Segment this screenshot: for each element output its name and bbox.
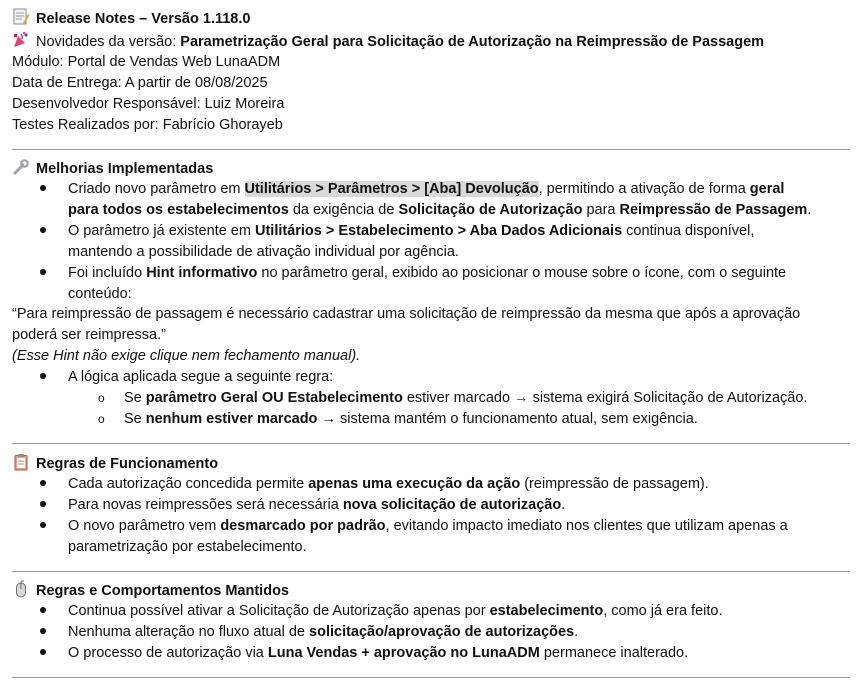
clipboard-icon	[12, 453, 30, 471]
regras-item-1: Cada autorização concedida permite apenas uma execução da ação (reimpressão de passagem).	[68, 476, 709, 492]
mantidos-title: Regras e Comportamentos Mantidos	[36, 583, 289, 599]
hint-quote-line-2: poderá ser reimpressa.”	[12, 327, 166, 343]
melhorias-item-2-line-2: mantendo a possibilidade de ativação individual por agência.	[68, 244, 459, 260]
release-title: Release Notes – Versão 1.118.0	[36, 11, 251, 27]
divider	[12, 443, 850, 444]
hint-quote-line-1: “Para reimpressão de passagem é necessário cadastrar uma solicitação de reimpressão da mesma que após a aprovação	[12, 306, 801, 322]
melhorias-item-2-line-1: O parâmetro já existente em Utilitários > Estabelecimento > Aba Dados Adicionais continua disponível,	[68, 223, 755, 239]
melhorias-item-3-line-1: Foi incluído Hint informativo no parâmetro geral, exibido ao posicionar o mouse sobre o ícone, com o seguinte	[68, 265, 787, 281]
bullet-dot	[40, 601, 48, 609]
novidades-title: Parametrização Geral para Solicitação de Autorização na Reimpressão de Passagem	[180, 34, 765, 50]
melhorias-item-1-line-1: Criado novo parâmetro em Utilitários > Parâmetros > [Aba] Devolução, permitindo a ativação de forma geral	[68, 181, 785, 197]
mantidos-item-1: Continua possível ativar a Solicitação de Autorização apenas por estabelecimento, como já era feito.	[68, 603, 723, 619]
novidades-line	[12, 31, 854, 52]
data-entrega: Data de Entrega: A partir de 08/08/2025	[12, 75, 268, 91]
bullet-dot	[40, 495, 48, 503]
mantidos-item-2: Nenhuma alteração no fluxo atual de solicitação/aprovação de autorizações.	[68, 624, 579, 640]
melhorias-item-3-line-2: conteúdo:	[68, 286, 132, 302]
desenvolvedor: Desenvolvedor Responsável: Luiz Moreira	[12, 96, 285, 112]
regras-item-2: Para novas reimpressões será necessária nova solicitação de autorização.	[68, 497, 566, 513]
bullet-dot	[40, 474, 48, 482]
melhorias-heading	[12, 158, 854, 179]
regras-title: Regras de Funcionamento	[36, 456, 219, 472]
modulo: Módulo: Portal de Vendas Web LunaADM	[12, 54, 281, 70]
bullet-dot	[40, 367, 48, 375]
melhorias-item-4: A lógica aplicada segue a seguinte regra:	[68, 369, 334, 385]
rule-item-1: Se parâmetro Geral OU Estabelecimento estiver marcado → sistema exigirá Solicitação de Autorização.	[124, 390, 808, 406]
mantidos-item-3: O processo de autorização via Luna Vendas + aprovação no LunaADM permanece inalterado.	[68, 645, 689, 661]
bullet-dot	[40, 516, 48, 524]
testes: Testes Realizados por: Fabrício Ghorayeb	[12, 117, 283, 133]
mouse-icon	[12, 580, 30, 598]
regras-heading	[12, 453, 854, 474]
bullet-dot	[40, 179, 48, 187]
regras-item-3-line-2: parametrização por estabelecimento.	[68, 539, 307, 555]
memo-icon	[12, 8, 30, 26]
novidades-prefix: Novidades da versão:	[36, 34, 181, 50]
melhorias-item-1-line-2: para todos os estabelecimentos da exigência de Solicitação de Autorização para Reimpressão de Passagem.	[68, 202, 812, 218]
bullet-dot	[40, 263, 48, 271]
regras-item-3-line-1: O novo parâmetro vem desmarcado por padrão, evitando impacto imediato nos clientes que utilizam apenas a	[68, 518, 788, 534]
divider	[12, 677, 850, 678]
wrench-icon	[12, 158, 30, 176]
path-parametros-devolucao: Utilitários > Parâmetros > [Aba] Devolução	[244, 181, 539, 197]
divider	[12, 571, 850, 572]
melhorias-title: Melhorias Implementadas	[36, 161, 214, 177]
bullet-dot	[40, 643, 48, 651]
release-title-line	[12, 8, 854, 29]
party-popper-icon	[12, 31, 30, 49]
mantidos-heading	[12, 580, 854, 601]
hint-note: (Esse Hint não exige clique nem fechamento manual).	[12, 348, 361, 364]
bullet-dot	[40, 221, 48, 229]
sub-bullet: o	[98, 391, 105, 405]
divider	[12, 149, 850, 150]
rule-item-2: Se nenhum estiver marcado → sistema mantém o funcionamento atual, sem exigência.	[124, 411, 698, 427]
bullet-dot	[40, 622, 48, 630]
sub-bullet: o	[98, 412, 105, 426]
